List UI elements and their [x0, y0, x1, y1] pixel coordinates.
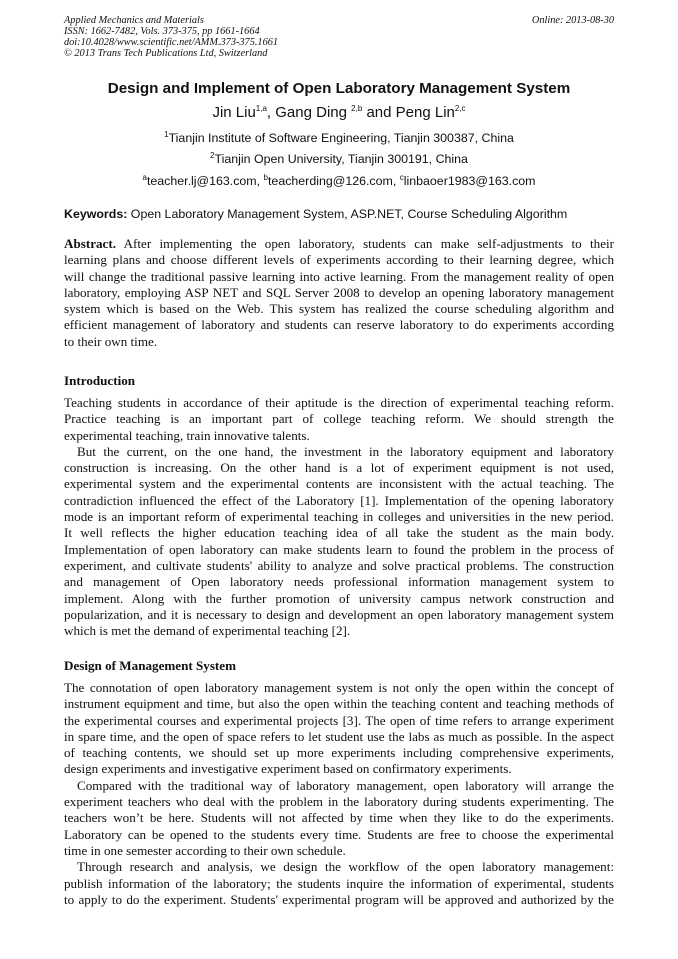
paragraph-line: experiment teachers who deal with the problem in the laboratory during students experimenting. The	[64, 794, 614, 810]
abstract-line: learning plans and choose different levels of experiments according to their learning degree, which	[64, 252, 614, 268]
email-sup: a	[142, 172, 147, 182]
paragraph-line: time in one semester according to their own schedule.	[64, 842, 346, 858]
paragraph-line: experimental teaching, train innovative talents.	[64, 427, 310, 443]
paragraph-line: Implementation of open laboratory can make students learn to found the problem in the process of	[64, 541, 614, 557]
author-sup: 2,c	[454, 104, 466, 113]
email-sup: b	[263, 172, 268, 182]
copyright: © 2013 Trans Tech Publications Ltd, Switzerland	[64, 48, 268, 59]
paragraph-line: Teaching students in accordance of their aptitude is the direction of experimental teaching reform.	[64, 395, 614, 410]
emails	[0, 174, 678, 188]
paragraph-line: Laboratory can be opened to the students every time. Students are free to choose the experimental	[64, 826, 614, 842]
abstract-line: efficient management of laboratory and students can reserve laboratory to do experiments according	[64, 317, 614, 333]
paragraph-line: mode is an important reform of experimental teaching in colleges and universities in the new period.	[64, 509, 614, 525]
author-sep: ,	[266, 104, 276, 121]
paper-title: Design and Implement of Open Laboratory Management System	[107, 80, 571, 97]
author-sup: 2,b	[351, 104, 363, 113]
section-heading: Design of Management System	[64, 658, 237, 673]
paragraph-line: in spare time, and the open of space refers to let student use the labs as much as possible. In the aspect	[64, 728, 614, 744]
paragraph-line: experiment, and cultivate students' ability to analyze and solve practical problems. The construction	[64, 557, 614, 573]
keywords-label: Keywords:	[64, 207, 128, 221]
paragraph-line: implement. Along with the further promotion of university campus network construction and	[64, 590, 614, 606]
paragraph-line: popularization, and it is necessary to design and development an open laboratory management system	[64, 606, 614, 622]
paragraph-line: Practice teaching is an important part of college teaching reform. We should strength the	[64, 411, 614, 427]
aff-sup: 1	[164, 129, 169, 139]
section-heading: Introduction	[64, 373, 136, 388]
paragraph-line: teachers won’t be here. Students will not affected by time when they like to do the experiments.	[64, 810, 614, 826]
abstract-line: will change the traditional passive learning into active learning. From the management reality of open	[64, 268, 614, 284]
abstract	[64, 236, 614, 350]
email-sup: c	[399, 172, 404, 182]
keywords-text: Open Laboratory Management System, ASP.NET, Course Scheduling Algorithm	[127, 207, 568, 221]
author-sup: 1,a	[255, 104, 267, 113]
issn: ISSN: 1662-7482, Vols. 373-375, pp 1661-1664	[64, 26, 260, 37]
abstract-line: system which is based on the Web. This system has realized the course scheduling algorithm and	[64, 301, 614, 317]
paragraph-line: instrument equipment and time, but also the open within the teaching content and teaching methods of	[64, 696, 614, 712]
online-date: Online: 2013-08-30	[531, 15, 614, 26]
paragraph-line: design experiments and investigative experiment based on confirmatory experiments.	[64, 761, 512, 777]
aff-text: Tianjin Institute of Software Engineering, Tianjin 300387, China	[168, 131, 514, 145]
paragraph-line: It well reflects the higher education teaching idea of all take the student as the main body.	[64, 525, 614, 541]
author-name: Jin Liu	[212, 104, 256, 121]
author-sep: and	[362, 104, 396, 121]
doi: doi:10.4028/www.scientific.net/AMM.373-375.1661	[64, 37, 279, 48]
introduction-body	[64, 395, 614, 639]
abstract-line	[64, 236, 614, 252]
paragraph-line: experimental system and the experimental contents are inconsistent with the actual teaching. The	[64, 476, 614, 492]
authors	[0, 104, 678, 121]
paragraph-line: the experimental courses and experimental projects [3]. The open of time refers to arrange experiment	[64, 712, 614, 728]
paragraph-line: which is met the demand of experimental teaching [2].	[64, 623, 351, 639]
paragraph-line: of teaching contents, we should set up more experiments including comprehensive experiments,	[64, 745, 614, 761]
paragraph-line: publish information of the laboratory; the students inquire the information of experimental, students	[64, 875, 614, 891]
design-body	[64, 680, 614, 908]
email: teacherding@126.com,	[267, 174, 400, 188]
email: teacher.lj@163.com,	[146, 174, 264, 188]
aff-sup: 2	[210, 150, 215, 160]
paragraph-line: But the current, on the one hand, the investment in the laboratory equipment and laboratory	[77, 443, 614, 459]
paragraph-line: construction is increasing. On the other hand is a lot of experiment equipment is not used,	[64, 460, 614, 476]
author-name: Gang Ding	[275, 104, 347, 121]
paragraph-line: Through research and analysis, we design the workflow of the open laboratory management:	[77, 859, 614, 875]
abstract-line: laboratory, employing ASP NET and SQL Server 2008 to develop an opening laboratory management	[64, 284, 614, 300]
paragraph-line: Compared with the traditional way of laboratory management, open laboratory will arrange the	[77, 777, 614, 793]
author-name: Peng Lin	[395, 104, 455, 121]
paragraph-line: to apply to do the experiment. Students' experimental program will be approved and authorized by the	[64, 891, 614, 907]
journal-info	[64, 15, 278, 59]
journal-name: Applied Mechanics and Materials	[64, 15, 204, 26]
affiliation	[0, 152, 678, 166]
aff-text: Tianjin Open University, Tianjin 300191, China	[214, 152, 468, 166]
email: linbaoer1983@163.com	[403, 174, 536, 188]
paragraph-line: contradiction influenced the effect of the Laboratory [1]. Implementation of the opening laboratory	[64, 492, 614, 508]
paragraph-line: The connotation of open laboratory management system is not only the open within the concept of	[64, 680, 614, 695]
abstract-text: After implementing the open laboratory, students can make self-adjustments to their	[116, 236, 614, 251]
paragraph-line: and management of Open laboratory needs professional information management system to	[64, 574, 614, 590]
abstract-line: to their own time.	[64, 333, 158, 349]
abstract-label: Abstract.	[64, 236, 116, 251]
affiliation	[0, 131, 678, 145]
keywords	[64, 207, 567, 221]
